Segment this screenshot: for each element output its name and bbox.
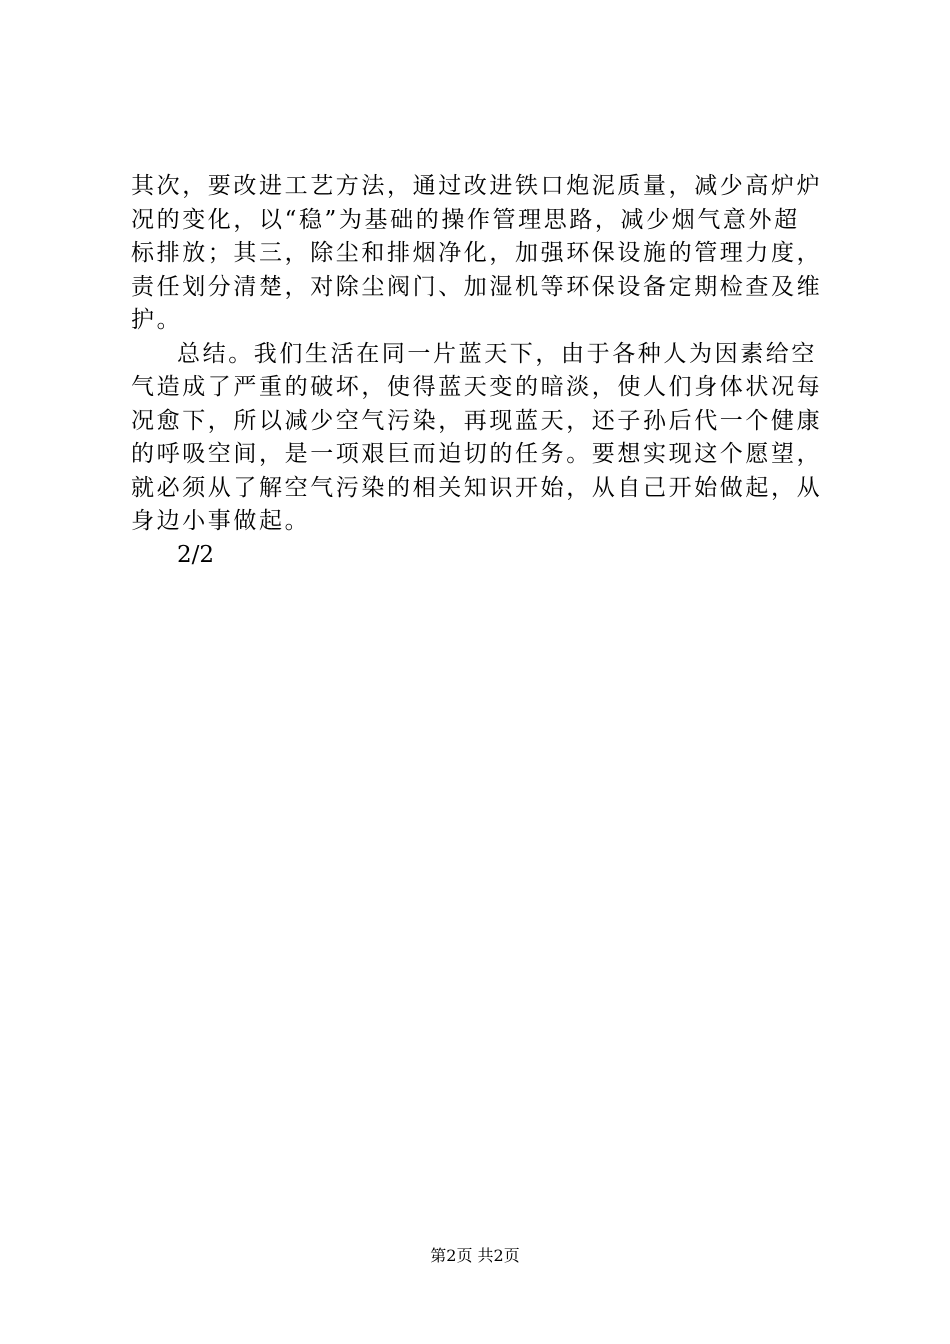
paragraph-1-line: 责任划分清楚，对除尘阀门、加湿机等环保设备定期检查及维: [131, 273, 823, 300]
paragraph-1-line: 其次，要改进工艺方法，通过改进铁口炮泥质量，减少高炉炉: [131, 173, 823, 199]
paragraph-1-line: 标排放；其三，除尘和排烟净化，加强环保设施的管理力度，: [131, 240, 823, 266]
paragraph-2-line: 总结。我们生活在同一片蓝天下，由于各种人为因素给空: [177, 340, 817, 367]
paragraph-1-line: 护。: [131, 307, 183, 333]
paragraph-2-line: 的呼吸空间，是一项艰巨而迫切的任务。要想实现这个愿望，: [131, 441, 823, 467]
paragraph-2-line: 就必须从了解空气污染的相关知识开始，从自己开始做起，从: [131, 474, 823, 501]
paragraph-2-line: 身边小事做起。: [131, 508, 311, 534]
paragraph-2-line: 况愈下，所以减少空气污染，再现蓝天，还子孙后代一个健康: [131, 407, 823, 434]
document-body: [131, 170, 831, 572]
paragraph-2-line: 气造成了严重的破坏，使得蓝天变的暗淡，使人们身体状况每: [131, 374, 823, 400]
paragraph-1-line: 况的变化，以“稳”为基础的操作管理思路，减少烟气意外超: [131, 206, 800, 233]
page-footer: 第2页 共2页: [430, 1246, 520, 1265]
inline-page-number: 2/2: [177, 541, 215, 568]
